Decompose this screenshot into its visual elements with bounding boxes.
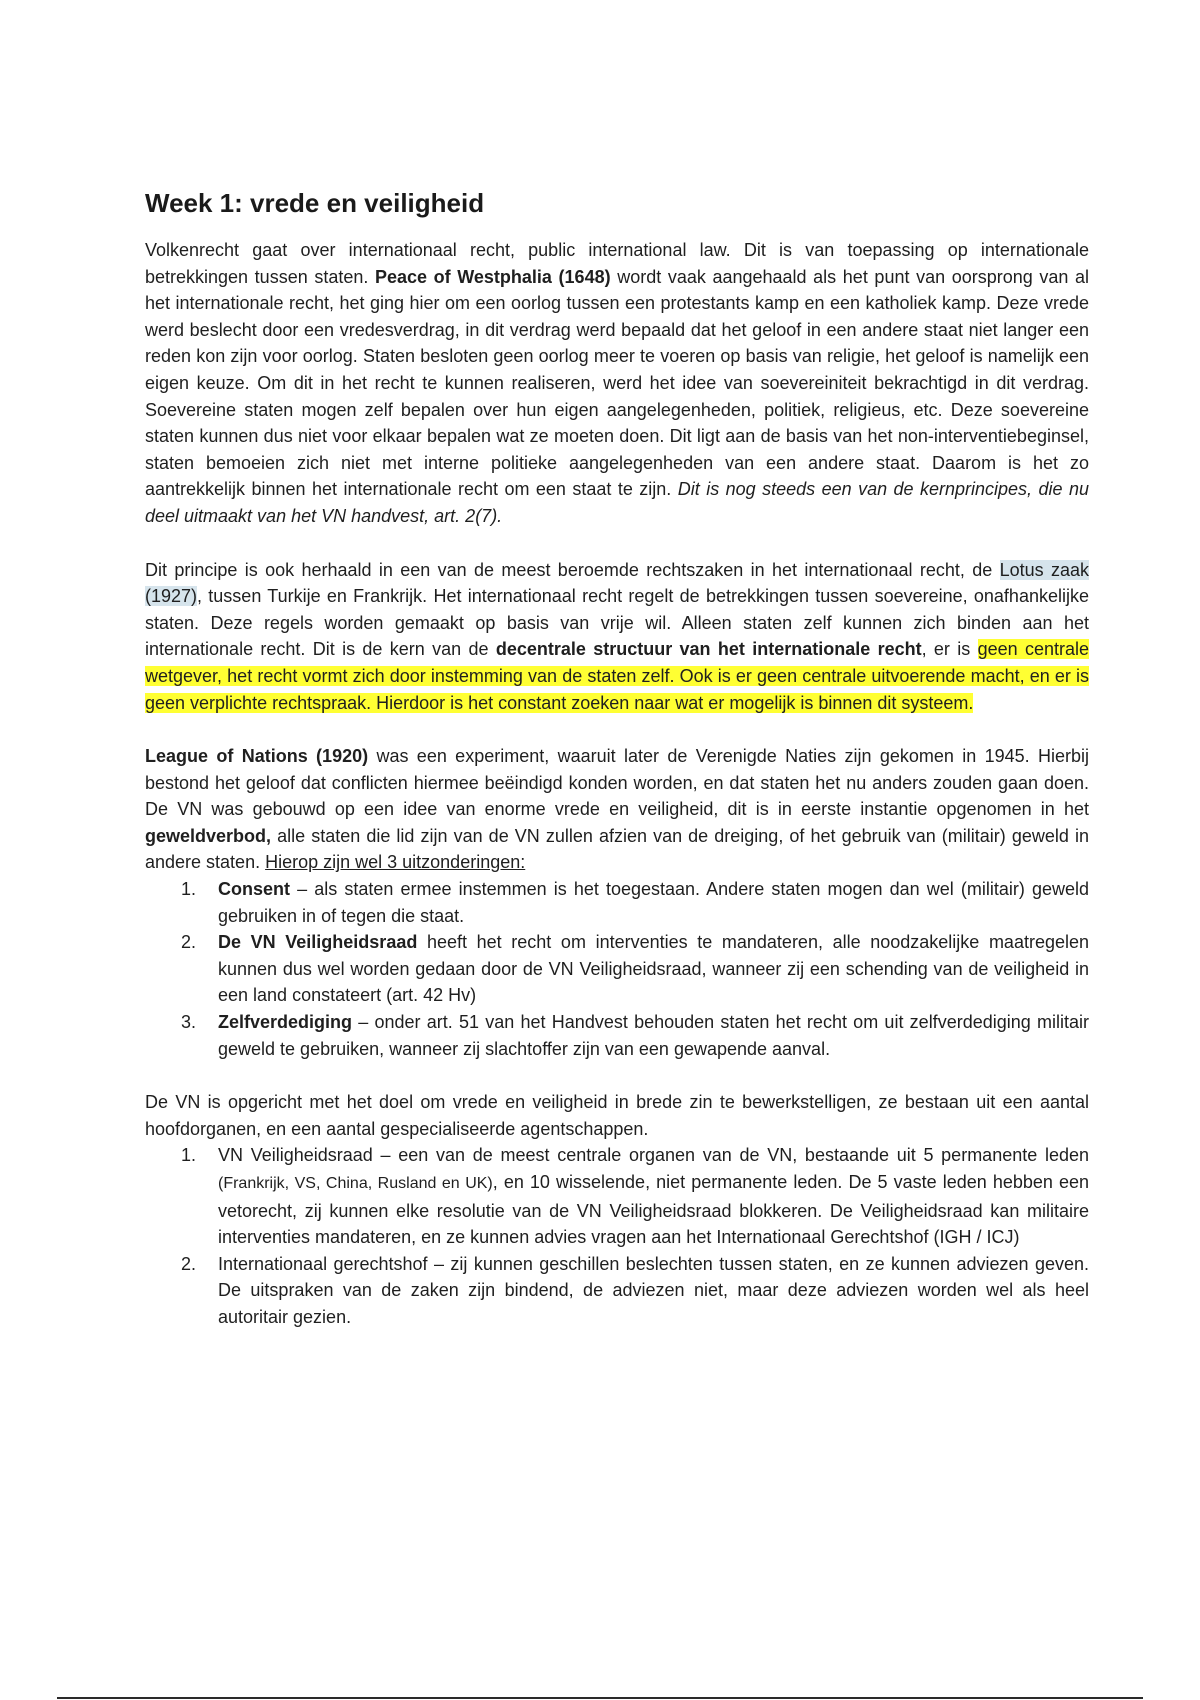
text-run: alle staten die lid zijn van de VN zullen afzien van de dreiging, of het gebruik van (militair) geweld in andere staten. <box>145 825 1089 873</box>
list-item: 1. Consent – als staten ermee instemmen is het toegestaan. Andere staten mogen dan wel (militair) geweld gebruiken in of tegen die staat. <box>181 879 1089 926</box>
exceptions-list <box>145 876 1089 1062</box>
text-run: Dit principe is ook herhaald in een van de meest beroemde rechtszaken in het internationaal recht, de <box>145 559 1000 580</box>
un-organs-list <box>145 1142 1089 1330</box>
bold-term: Zelfverdediging <box>218 1012 353 1033</box>
paragraph-league <box>145 743 1089 876</box>
list-item: 2. Internationaal gerechtshof – zij kunnen geschillen beslechten tussen staten, en ze kunnen adviezen geven. De uitspraken van de zaken zijn bindend, de adviezen niet, maar deze adviezen worden wel als heel autoritair gezien. <box>181 1253 1089 1327</box>
text-run: Volkenrecht gaat over internationaal recht, public international law. Dit is van toepassing op internationale betrekkingen tussen staten. <box>145 240 1089 287</box>
text-run: , tussen Turkije en Frankrijk. Het internationaal recht regelt de betrekkingen tussen soevereine, onafhankelijke staten. Deze regels worden gemaakt op basis van vrije wil. Alleen staten zelf kunnen zich binden aan het internationale recht. Dit is de kern van de <box>145 586 1089 660</box>
paragraph-lotus <box>145 557 1089 717</box>
page-divider <box>57 1697 1143 1699</box>
bold-term: League of Nations (1920) <box>145 746 369 767</box>
bold-term: decentrale structuur van het internationale recht <box>495 639 922 660</box>
document-page <box>145 183 1089 1331</box>
bold-term: Peace of Westphalia (1648) <box>374 266 611 287</box>
paragraph-un: De VN is opgericht met het doel om vrede en veiligheid in brede zin te bewerkstelligen, ze bestaan uit een aantal hoofdorganen, en een aantal gespecialiseerde agentschappen. <box>145 1092 1089 1139</box>
text-run: was een experiment, waaruit later de Verenigde Naties zijn gekomen in 1945. Hierbij bestond het geloof dat conflicten hiermee beëindigd konden worden, en dat staten het nu anders zouden gaan doen. De VN was gebouwd op een idee van enorme vrede en veiligheid, dit is in eerste instantie opgenomen in het <box>145 746 1089 820</box>
page-title: Week 1: vrede en veiligheid <box>145 188 485 218</box>
text-run: , er is <box>921 639 978 660</box>
list-item: 1. VN Veiligheidsraad – een van de meest centrale organen van de VN, bestaande uit 5 permanente leden (Frankrijk, VS, China, Rusland en UK), en 10 wisselende, niet permanente leden. De 5 vaste leden hebben een vetorecht, zij kunnen elke resolutie van de VN Veiligheidsraad blokkeren. De Veiligheidsraad kan militaire interventies mandateren, en ze kunnen advies vragen aan het Internationaal Gerechtshof (IGH / ICJ) <box>181 1145 1089 1248</box>
italic-note: Dit is nog steeds een van de kernprincipes, die nu deel uitmaakt van het VN handvest, art. 2(7). <box>145 479 1089 526</box>
paragraph-westphalia <box>145 237 1089 530</box>
text-run: wordt vaak aangehaald als het punt van oorsprong van al het internationale recht, het ging hier om een oorlog tussen een protestants kamp en een katholiek kamp. Deze vrede werd beslecht door een vredesverdrag, in dit verdrag werd bepaald dat het geloof in een andere staat niet langer een reden kon zijn voor oorlog. Staten besloten geen oorlog meer te voeren op basis van religie, het geloof is namelijk een eigen keuze. Om dit in het recht te kunnen realiseren, werd het idee van soevereiniteit bekrachtigd in dit verdrag. Soevereine staten mogen zelf bepalen over hun eigen aangelegenheden, politiek, religieus, etc. Deze soevereine staten kunnen dus niet voor elkaar bepalen wat ze moeten doen. Dit ligt aan de basis van het non-interventiebeginsel, staten bemoeien zich niet met interne politieke aangelegenheden van een andere staat. Daarom is het zo aantrekkelijk binnen het internationale recht om een staat te zijn. <box>145 266 1090 500</box>
bold-term: Consent <box>218 879 290 900</box>
list-item: 2. De VN Veiligheidsraad heeft het recht om interventies te mandateren, alle noodzakelijke maatregelen kunnen dus wel worden gedaan door de VN Veiligheidsraad, wanneer zij een schending van de veiligheid in een land constateert (art. 42 Hv) <box>181 932 1090 1006</box>
underlined-text: Hierop zijn wel 3 uitzonderingen: <box>265 852 526 873</box>
yellow-highlight: geen centrale wetgever, het recht vormt zich door instemming van de staten zelf. Ook is er geen centrale uitvoerende macht, en er is geen verplichte rechtspraak. Hierdoor is het constant zoeken naar wat er mogelijk is binnen dit systeem. <box>145 639 1090 713</box>
small-text: (Frankrijk, VS, China, Rusland en UK) <box>218 1175 493 1192</box>
bold-term: geweldverbod, <box>145 825 272 846</box>
list-item: 3. Zelfverdediging – onder art. 51 van het Handvest behouden staten het recht om uit zelfverdediging militair geweld te gebruiken, wanneer zij slachtoffer zijn van een gewapende aanval. <box>181 1012 1089 1059</box>
bold-term: De VN Veiligheidsraad <box>218 932 418 953</box>
lotus-case-highlight: Lotus zaak (1927) <box>145 559 1089 607</box>
